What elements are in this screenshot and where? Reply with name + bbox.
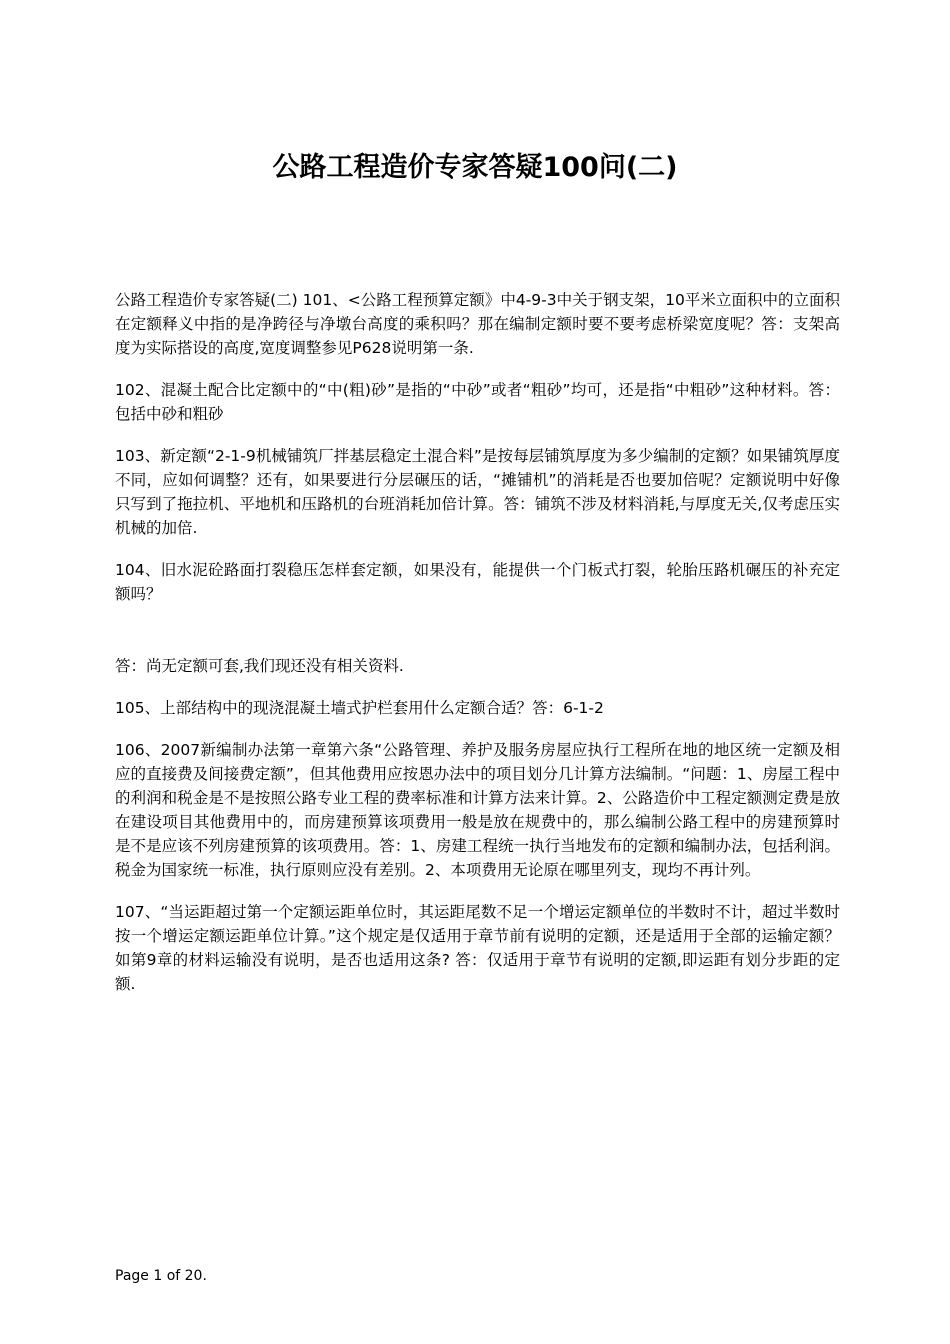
paragraph-102: 102、混凝土配合比定额中的“中(粗)砂”是指的“中砂”或者“粗砂”均可，还是指“中粗砂”这种材料。答：包括中砂和粗砂	[115, 381, 840, 423]
paragraph-107: 107、“当运距超过第一个定额运距单位时，其运距尾数不足一个增运定额单位的半数时不计，超过半数时按一个增运定额运距单位计算。”这个规定是仅适用于章节前有说明的定额，还是适用于全部的运输定额？如第9章的材料运输没有说明，是否也适用这条? 答：仅适用于章节有说明的定额,即运距有划分步距的定额.	[115, 903, 840, 993]
page-footer: Page 1 of 20.	[115, 1268, 207, 1284]
paragraph-101: 公路工程造价专家答疑(二) 101、<公路工程预算定额》中4-9-3中关于钢支架，10平米立面积中的立面积在定额释义中指的是净跨径与净墩台高度的乘积吗？那在编制定额时要不要考虑桥梁宽度呢？答：支架高度为实际搭设的高度,宽度调整参见P628说明第一条.	[115, 291, 840, 357]
paragraph-104-question: 104、旧水泥砼路面打裂稳压怎样套定额，如果没有，能提供一个门板式打裂，轮胎压路机碾压的补充定额吗？	[115, 561, 840, 603]
paragraph-106: 106、2007新编制办法第一章第六条“公路管理、养护及服务房屋应执行工程所在地的地区统一定额及相应的直接费及间接费定额”，但其他费用应按恩办法中的项目划分几计算方法编制。“问题：1、房屋工程中的利润和税金是不是按照公路专业工程的费率标准和计算方法来计算。2、公路造价中工程定额测定费是放在建设项目其他费用中的，而房建预算该项费用一般是放在规费中的，那么编制公路工程中的房建预算时是不是应该不列房建预算的该项费用。答：1、房建工程统一执行当地发布的定额和编制办法，包括利润。税金为国家统一标准，执行原则应没有差别。2、本项费用无论原在哪里列支，现均不再计列。	[115, 741, 840, 879]
document-title: 公路工程造价专家答疑100问(二)	[272, 152, 678, 183]
document-body	[115, 288, 840, 1014]
paragraph-103: 103、新定额“2-1-9机械铺筑厂拌基层稳定土混合料”是按每层铺筑厚度为多少编制的定额？如果铺筑厚度不同，应如何调整？还有，如果要进行分层碾压的话，“摊铺机”的消耗是否也要加倍呢？定额说明中好像只写到了拖拉机、平地机和压路机的台班消耗加倍计算。答：铺筑不涉及材料消耗,与厚度无关,仅考虑压实机械的加倍.	[115, 447, 840, 537]
paragraph-104-answer: 答：尚无定额可套,我们现还没有相关资料.	[115, 657, 404, 675]
paragraph-105: 105、上部结构中的现浇混凝土墙式护栏套用什么定额合适？答：6-1-2	[115, 699, 604, 717]
